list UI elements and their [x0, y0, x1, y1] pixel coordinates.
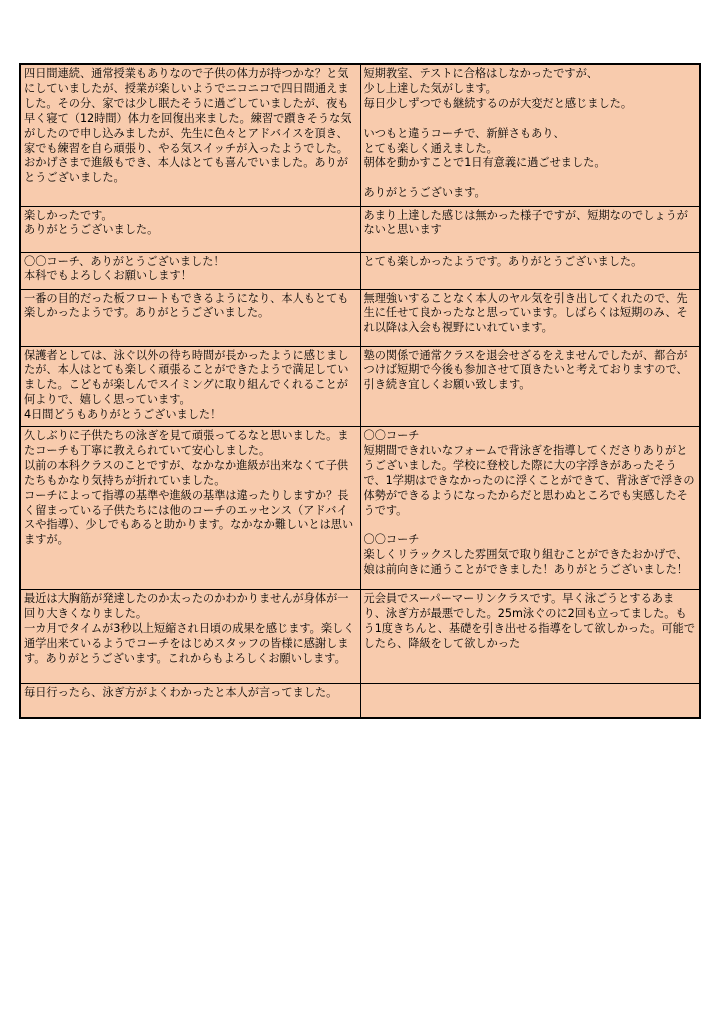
- comment-cell-left: 久しぶりに子供たちの泳ぎを見て頑張ってるなと思いました。またコーチも丁寧に教えられていて安心しました。 以前の本科クラスのことですが、なかなか進級が出来なくて子供たちもかなり気持ちが折れていました。 コーチによって指導の基準や進級の基準は違ったりしますか？長く留まっている子供たちには他のコーチのエッセンス（アドバイスや指導）、少しでもあると助かります。なかなか難しいとは思いますが。: [20, 427, 360, 590]
- comment-cell-right: 〇〇コーチ 短期間できれいなフォームで背泳ぎを指導してくださりありがとうございました。学校に登校した際に大の字浮きがあったそうで、1学期はできなかったのに浮くことができて、背泳ぎで浮きの体勢ができるようになったからだと思わぬところでも実感したそうです。 〇〇コーチ 楽しくリラックスした雰囲気で取り組むことができたおかげで、娘は前向きに通うことができました！ありがとうございました！: [360, 427, 700, 590]
- comment-cell-left: 楽しかったです。 ありがとうございました。: [20, 206, 360, 252]
- comment-cell-left: 毎日行ったら、泳ぎ方がよくわかったと本人が言ってました。: [20, 684, 360, 718]
- comment-cell-left: 一番の目的だった板フロートもできるようになり、本人もとても楽しかったようです。ありがとうございました。: [20, 289, 360, 346]
- table-row: [20, 289, 700, 346]
- comment-cell-right: 元会員でスーパーマーリンクラスです。早く泳ごうとするあまり、泳ぎ方が最悪でした。25m泳ぐのに2回も立ってました。もう1度きちんと、基礎を引き出せる指導をして欲しかった。可能でしたら、降級をして欲しかった: [360, 590, 700, 684]
- comment-cell-right: とても楽しかったようです。ありがとうございました。: [360, 252, 700, 289]
- table-row: [20, 346, 700, 427]
- table-row: [20, 427, 700, 590]
- comment-cell-right: 無理強いすることなく本人のヤル気を引き出してくれたので、先生に任せて良かったなと思っています。しばらくは短期のみ、それ以降は入会も視野にいれています。: [360, 289, 700, 346]
- comment-cell-left: 〇〇コーチ、ありがとうございました！ 本科でもよろしくお願いします！: [20, 252, 360, 289]
- comment-cell-right: 短期教室、テストに合格はしなかったですが、 少し上達した気がします。 毎日少しずつでも継続するのが大変だと感じました。 いつもと違うコーチで、新鮮さもあり、 とても楽しく通えました。 朝体を動かすことで1日有意義に過ごせました。 ありがとうございます。: [360, 64, 700, 206]
- survey-comments-table: [19, 63, 701, 719]
- comment-cell-right: 塾の関係で通常クラスを退会せざるをえませんでしたが、都合がつけば短期で今後も参加させて頂きたいと考えておりますので、引き続き宜しくお願い致します。: [360, 346, 700, 427]
- table-row: [20, 590, 700, 684]
- comment-cell-left: 四日間連続、通常授業もありなので子供の体力が持つかな？と気にしていましたが、授業が楽しいようでニコニコで四日間通えました。その分、家では少し眠たそうに過ごしていましたが、夜も早く寝て（12時間）体力を回復出来ました。練習で躓きそうな気がしたので申し込みましたが、先生に色々とアドバイスを頂き、家でも練習を自ら頑張り、やる気スイッチが入ったようでした。おかげさまで進級もでき、本人はとても喜んでいました。ありがとうございました。: [20, 64, 360, 206]
- table-row: [20, 206, 700, 252]
- table-row: [20, 252, 700, 289]
- comment-cell-right: あまり上達した感じは無かった様子ですが、短期なのでしょうがないと思います: [360, 206, 700, 252]
- comment-cell-left: 保護者としては、泳ぐ以外の待ち時間が長かったように感じましたが、本人はとても楽しく頑張ることができたようで満足していました。こどもが楽しんでスイミングに取り組んでくれることが何よりで、嬉しく思っています。 4日間どうもありがとうございました！: [20, 346, 360, 427]
- table-row: [20, 684, 700, 718]
- table-row: [20, 64, 700, 206]
- comment-cell-right: [360, 684, 700, 718]
- comment-cell-left: 最近は大胸筋が発達したのか太ったのかわかりませんが身体が一回り大きくなりました。 一カ月でタイムが3秒以上短縮され日頃の成果を感じます。楽しく通学出来ているようでコーチをはじめスタッフの皆様に感謝します。ありがとうございます。これからもよろしくお願いします。: [20, 590, 360, 684]
